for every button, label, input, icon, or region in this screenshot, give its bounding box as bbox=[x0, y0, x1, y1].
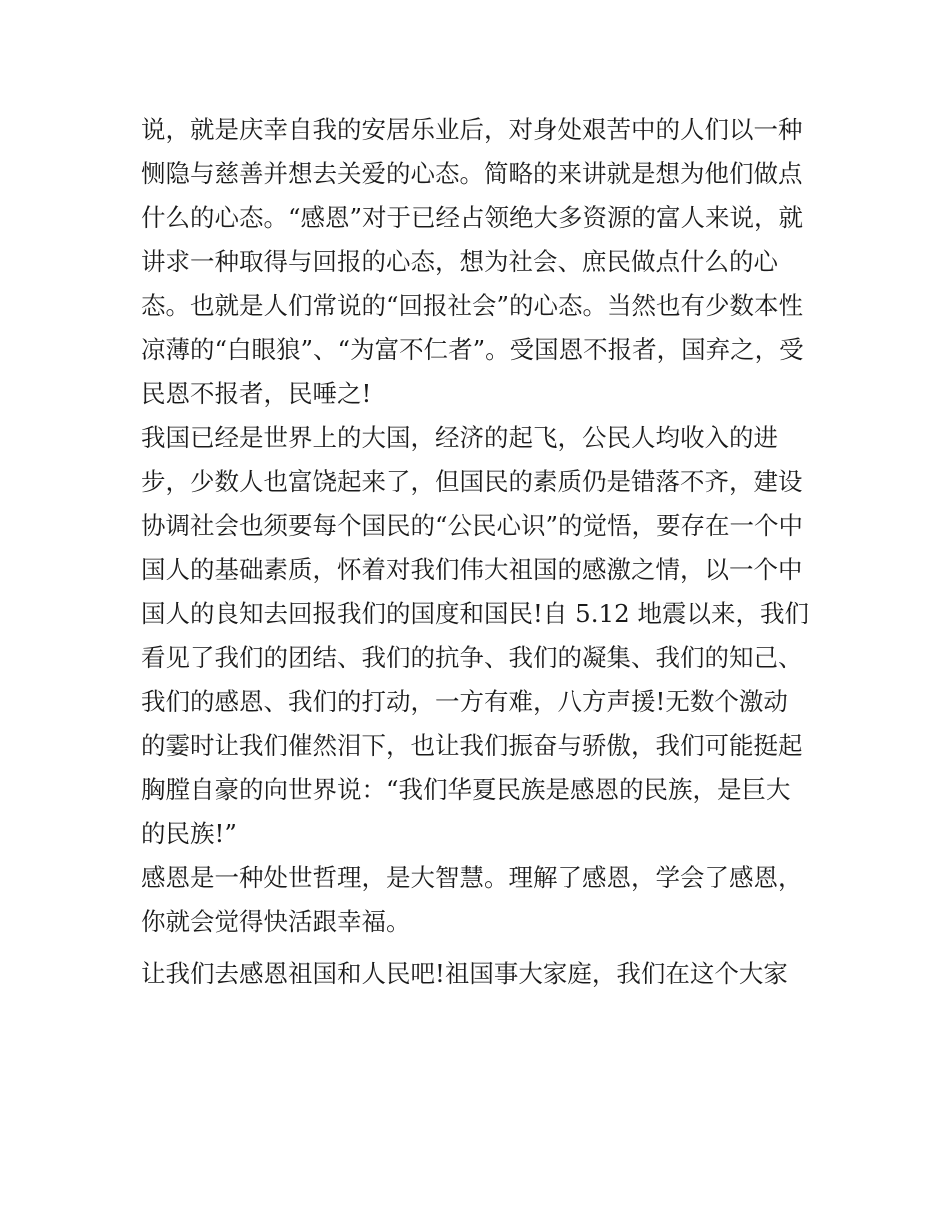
text-line: 国人的良知去回报我们的国度和国民!自 5.12 地震以来，我们 bbox=[141, 599, 809, 628]
text-line: 感恩是一种处世哲理，是大智慧。理解了感恩，学会了感恩， bbox=[141, 863, 803, 892]
text-line: 恻隐与慈善并想去关爱的心态。简略的来讲就是想为他们做点 bbox=[141, 159, 803, 188]
text-line: 什么的心态。“感恩”对于已经占领绝大多资源的富人来说，就 bbox=[141, 203, 804, 232]
text-line: 我们的感恩、我们的打动，一方有难，八方声援!无数个激动 bbox=[141, 687, 788, 716]
text-line: 说，就是庆幸自我的安居乐业后，对身处艰苦中的人们以一种 bbox=[141, 115, 803, 144]
text-line: 态。也就是人们常说的“回报社会”的心态。当然也有少数本性 bbox=[141, 291, 804, 320]
text-line: 民恩不报者，民唾之! bbox=[141, 379, 372, 408]
text-line: 的民族!” bbox=[141, 819, 237, 848]
paragraph-3 bbox=[141, 856, 821, 944]
text-line: 步，少数人也富饶起来了，但国民的素质仍是错落不齐，建设 bbox=[141, 467, 803, 496]
text-line: 讲求一种取得与回报的心态，想为社会、庶民做点什么的心 bbox=[141, 247, 778, 276]
paragraph-spacer bbox=[141, 944, 821, 952]
text-line: 我国已经是世界上的大国，经济的起飞，公民人均收入的进 bbox=[141, 423, 778, 452]
body-text bbox=[141, 108, 821, 996]
text-line: 你就会觉得快活跟幸福。 bbox=[141, 907, 411, 936]
text-line: 凉薄的“白眼狼”、“为富不仁者”。受国恩不报者，国弃之，受 bbox=[141, 335, 804, 364]
paragraph-1 bbox=[141, 108, 821, 416]
paragraph-2 bbox=[141, 416, 821, 856]
text-line: 的霎时让我们催然泪下，也让我们振奋与骄傲，我们可能挺起 bbox=[141, 731, 803, 760]
text-line: 胸膛自豪的向世界说：“我们华夏民族是感恩的民族，是巨大 bbox=[141, 775, 791, 804]
text-line: 让我们去感恩祖国和人民吧!祖国事大家庭，我们在这个大家 bbox=[141, 959, 788, 988]
text-line: 协调社会也须要每个国民的“公民心识”的觉悟，要存在一个中 bbox=[141, 511, 804, 540]
text-line: 看见了我们的团结、我们的抗争、我们的凝集、我们的知己、 bbox=[141, 643, 803, 672]
text-line: 国人的基础素质，怀着对我们伟大祖国的感激之情，以一个中 bbox=[141, 555, 803, 584]
paragraph-4 bbox=[141, 952, 821, 996]
